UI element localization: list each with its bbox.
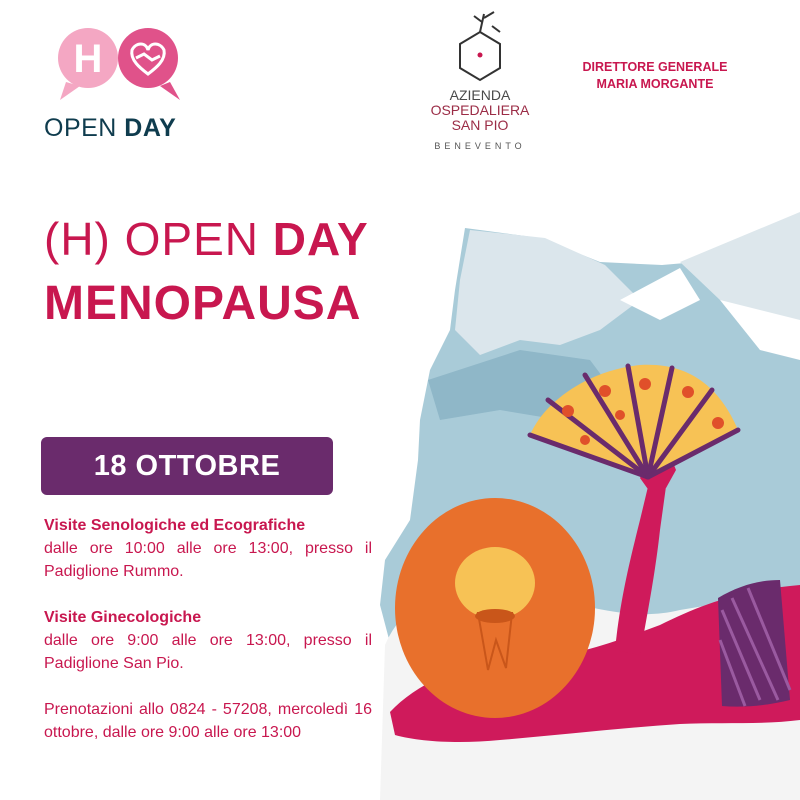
hexagon-tree-icon — [454, 10, 506, 82]
open-day-logo-icon — [52, 22, 202, 102]
date-badge: 18 OTTOBRE — [41, 437, 333, 495]
hospital-name-line2: OSPEDALIERA — [430, 102, 530, 118]
open-day-logo — [44, 22, 204, 142]
event-info — [44, 514, 372, 744]
hat-crown — [455, 547, 535, 619]
page-title-line1: (H) OPEN DAY — [44, 213, 369, 265]
booking-text: Prenotazioni allo 0824 - 57208, mercoledì 16 ottobre, dalle ore 9:00 alle ore 13:00 — [44, 701, 372, 741]
page-title-line2: MENOPAUSA — [44, 277, 362, 330]
gynecology-text: dalle ore 9:00 alle ore 13:00, presso il Padiglione San Pio. — [44, 632, 372, 672]
hospital-name-line3: SAN PIO — [451, 117, 509, 133]
senology-text: dalle ore 10:00 alle ore 13:00, presso il Padiglione Rummo. — [44, 540, 372, 580]
logo-letter: H — [73, 37, 103, 81]
gynecology-heading: Visite Ginecologiche — [44, 609, 202, 626]
director-name: MARIA MORGANTE — [596, 77, 714, 91]
director-role: DIRETTORE GENERALE — [582, 60, 728, 74]
hospital-name-line1: AZIENDA — [449, 87, 511, 103]
senology-heading: Visite Senologiche ed Ecografiche — [44, 517, 306, 534]
open-day-logo-text: OPEN DAY — [44, 114, 177, 142]
hospital-city: BENEVENTO — [434, 141, 526, 151]
hospital-logo — [410, 10, 550, 160]
director-info — [575, 59, 735, 93]
